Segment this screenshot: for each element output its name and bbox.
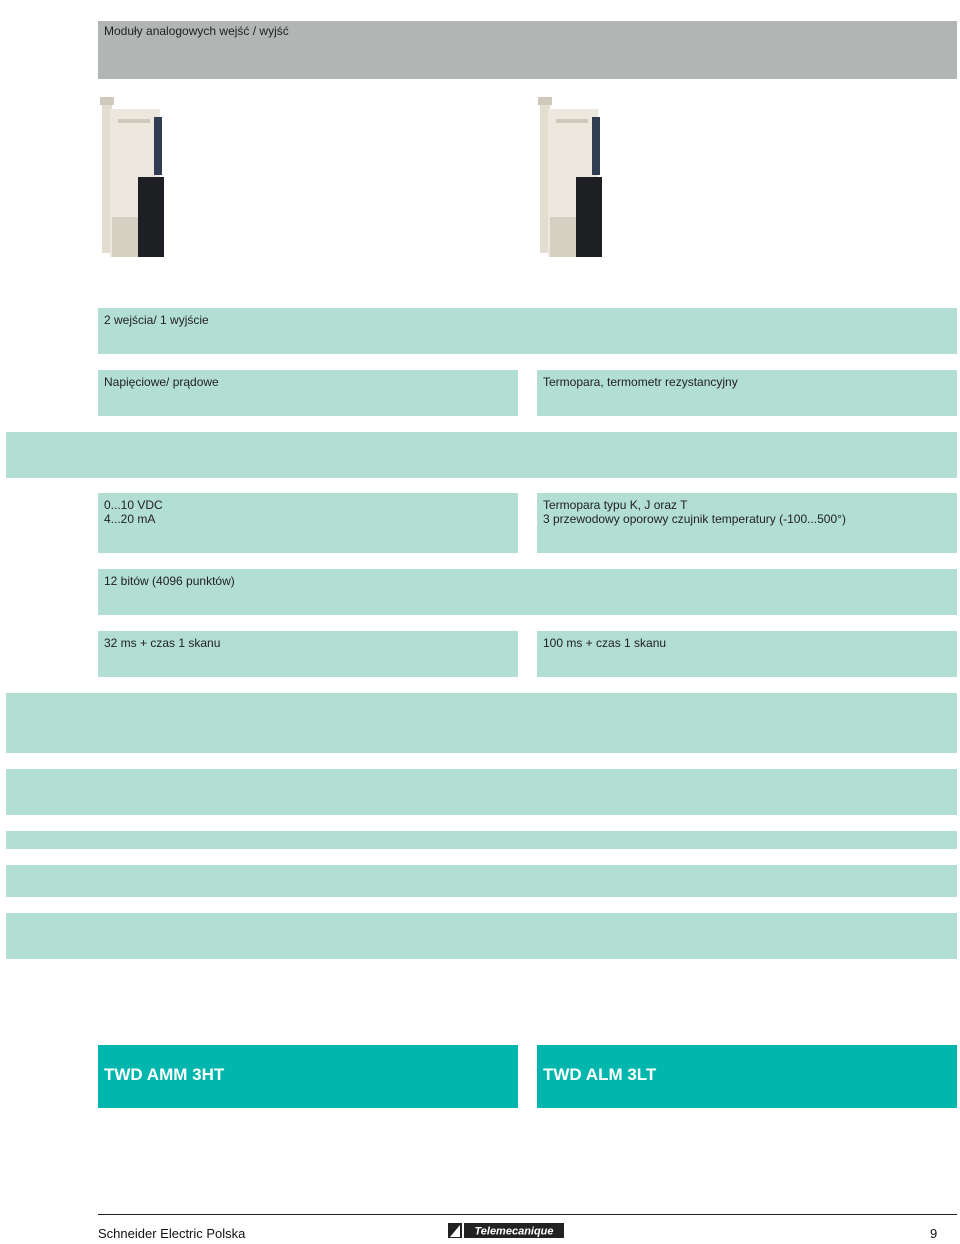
resolution-text: 12 bitów (4096 punktów): [104, 574, 235, 588]
row-empty-6: [6, 913, 957, 959]
range-left-line-1: 0...10 VDC: [104, 498, 163, 512]
page-number: 9: [930, 1226, 938, 1241]
range-left-line-2: 4...20 mA: [104, 512, 156, 526]
row-type-left: [98, 370, 518, 416]
reference-right: [537, 1045, 957, 1108]
row-empty-2: [6, 693, 957, 753]
row-time-right: [537, 631, 957, 677]
row-range-right: [537, 493, 957, 553]
product-image-right: [536, 97, 608, 262]
row-type-right: [537, 370, 957, 416]
reference-left: [98, 1045, 518, 1108]
reference-right-text: TWD ALM 3LT: [543, 1065, 657, 1084]
row-io: [98, 308, 957, 354]
row-time-left: [98, 631, 518, 677]
type-right-text: Termopara, termometr rezystancyjny: [543, 375, 738, 389]
range-right-line-2: 3 przewodowy oporowy czujnik temperatury (-100...500°): [543, 512, 846, 526]
row-empty-4: [6, 831, 957, 849]
time-left-text: 32 ms + czas 1 skanu: [104, 636, 221, 650]
reference-left-text: TWD AMM 3HT: [104, 1065, 225, 1084]
io-text: 2 wejścia/ 1 wyjście: [104, 313, 209, 327]
logo-text: Telemecanique: [474, 1225, 554, 1238]
footer-rule: [98, 1214, 957, 1215]
type-left-text: Napięciowe/ prądowe: [104, 375, 219, 389]
time-right-text: 100 ms + czas 1 skanu: [543, 636, 667, 650]
row-resolution: [98, 569, 957, 615]
product-image-left: [98, 97, 170, 262]
telemecanique-logo: [448, 1222, 564, 1239]
row-range-left: [98, 493, 518, 553]
footer-company: Schneider Electric Polska: [98, 1226, 246, 1241]
row-empty-1: [6, 432, 957, 478]
section-header: [98, 21, 957, 79]
row-empty-3: [6, 769, 957, 815]
logo-graphic: [448, 1222, 564, 1239]
row-empty-5: [6, 865, 957, 897]
section-title: Moduły analogowych wejść / wyjść: [104, 24, 289, 38]
range-right-line-1: Termopara typu K, J oraz T: [543, 498, 688, 512]
